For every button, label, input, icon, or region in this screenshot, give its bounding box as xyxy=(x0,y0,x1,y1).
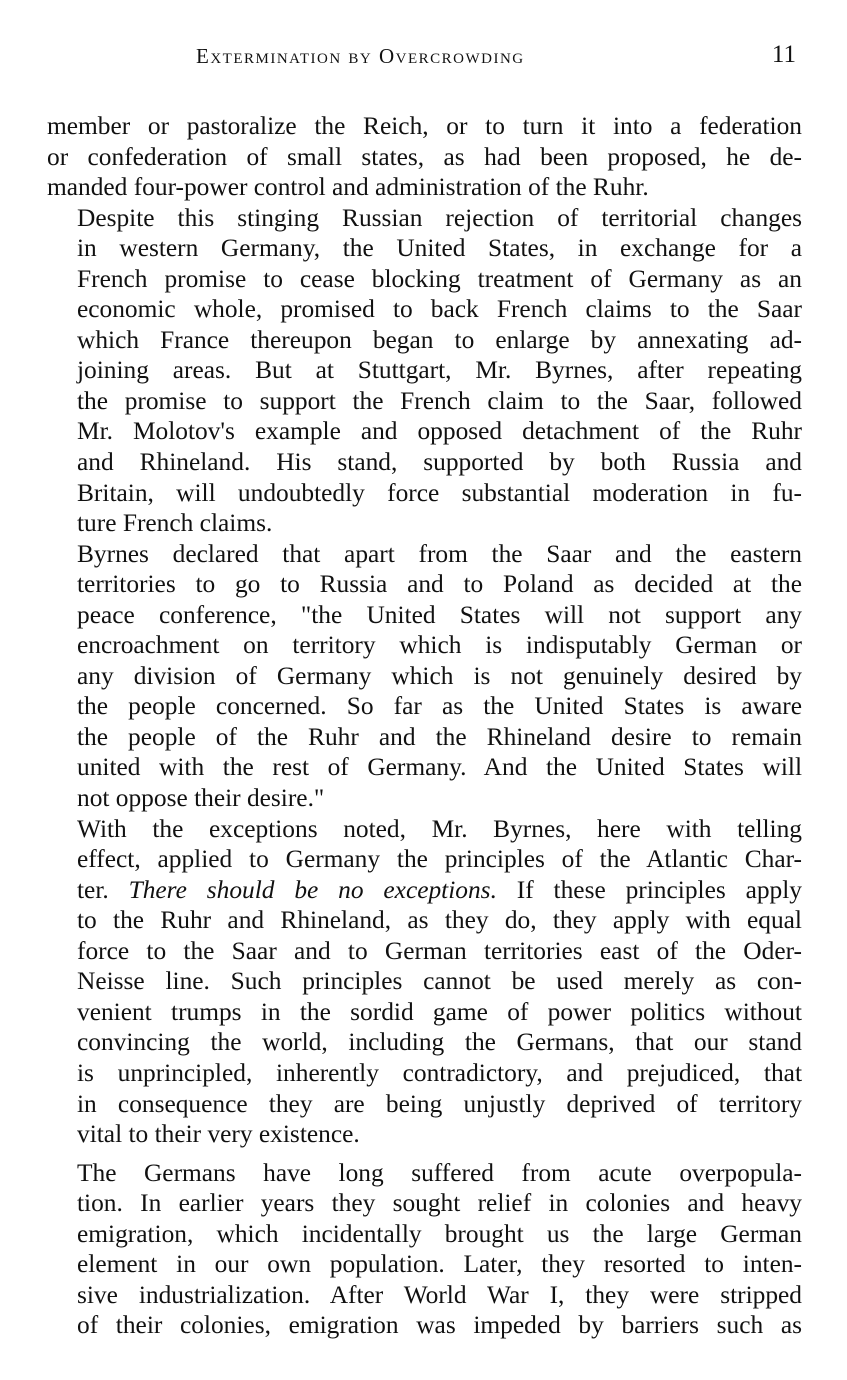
text-line: sive industrialization. After World War I, they were stripped xyxy=(77,1280,802,1309)
text-line: the promise to support the French claim to the Saar, followed xyxy=(77,386,802,415)
text-line: effect, applied to Germany the principles of the Atlantic Char- xyxy=(77,845,802,874)
text-line: element in our own population. Later, they resorted to inten- xyxy=(77,1250,802,1279)
paragraph-2 xyxy=(47,203,802,539)
text-line: any division of Germany which is not genuinely desired by xyxy=(77,661,802,690)
text-line: which France thereupon began to enlarge by annexating ad- xyxy=(77,325,802,354)
text-line: The Germans have long suffered from acute overpopula- xyxy=(77,1158,802,1187)
text-line: Byrnes declared that apart from the Saar and the eastern xyxy=(77,539,802,568)
text-line-with-italic xyxy=(47,875,802,906)
text-run: ter. xyxy=(77,875,129,904)
paragraph-1 xyxy=(47,111,802,203)
text-line: united with the rest of Germany. And the United States will xyxy=(77,753,802,782)
text-line: peace conference, "the United States will not support any xyxy=(77,600,802,629)
text-line: in western Germany, the United States, in exchange for a xyxy=(77,234,802,263)
italic-emphasis: There should be no exceptions. xyxy=(128,875,497,904)
text-line: convincing the world, including the Germans, that our stand xyxy=(77,1028,802,1057)
text-line: Despite this stinging Russian rejection of territorial changes xyxy=(77,203,802,232)
paragraph-3 xyxy=(47,539,802,814)
text-line: economic whole, promised to back French claims to the Saar xyxy=(77,295,802,324)
text-line: is unprincipled, inherently contradictory, and prejudiced, that xyxy=(77,1058,802,1087)
text-line: vital to their very existence. xyxy=(77,1120,360,1149)
text-line: encroachment on territory which is indisputably German or xyxy=(77,631,802,660)
text-line: emigration, which incidentally brought us the large German xyxy=(77,1219,802,1248)
text-line: joining areas. But at Stuttgart, Mr. Byrnes, after repeating xyxy=(77,356,802,385)
text-line: of their colonies, emigration was impeded by barriers such as xyxy=(77,1311,802,1340)
page-number: 11 xyxy=(771,41,796,68)
text-line: tion. In earlier years they sought relief in colonies and heavy xyxy=(77,1189,802,1218)
text-line: venient trumps in the sordid game of power politics without xyxy=(77,997,802,1026)
body-text xyxy=(47,111,802,1341)
text-line: Mr. Molotov's example and opposed detachment of the Ruhr xyxy=(77,417,802,446)
text-line: member or pastoralize the Reich, or to turn it into a federation xyxy=(47,112,802,140)
text-line: Neisse line. Such principles cannot be used merely as con- xyxy=(77,967,802,996)
text-line: in consequence they are being unjustly deprived of territory xyxy=(77,1089,802,1118)
paragraph-4 xyxy=(47,814,802,1150)
text-line: force to the Saar and to German territories east of the Oder- xyxy=(77,936,802,965)
text-line: manded four-power control and administration of the Ruhr. xyxy=(47,173,649,202)
paragraph-5 xyxy=(47,1158,802,1341)
text-line: and Rhineland. His stand, supported by both Russia and xyxy=(77,448,802,477)
text-line: territories to go to Russia and to Poland as decided at the xyxy=(77,570,802,599)
text-line: Britain, will undoubtedly force substantial moderation in fu- xyxy=(77,478,802,507)
text-line: ture French claims. xyxy=(77,509,273,538)
running-title: Extermination by Overcrowding xyxy=(196,44,525,68)
running-head xyxy=(48,41,800,78)
text-line: French promise to cease blocking treatment of Germany as an xyxy=(77,264,802,293)
text-line: to the Ruhr and Rhineland, as they do, they apply with equal xyxy=(77,906,802,935)
text-line: not oppose their desire." xyxy=(77,784,325,813)
text-run: If these principles apply xyxy=(496,875,802,904)
text-line: With the exceptions noted, Mr. Byrnes, here with telling xyxy=(77,814,802,843)
text-line: or confederation of small states, as had been proposed, he de- xyxy=(47,142,802,171)
text-line: the people of the Ruhr and the Rhineland desire to remain xyxy=(77,722,802,751)
text-line: the people concerned. So far as the United States is aware xyxy=(77,692,802,721)
